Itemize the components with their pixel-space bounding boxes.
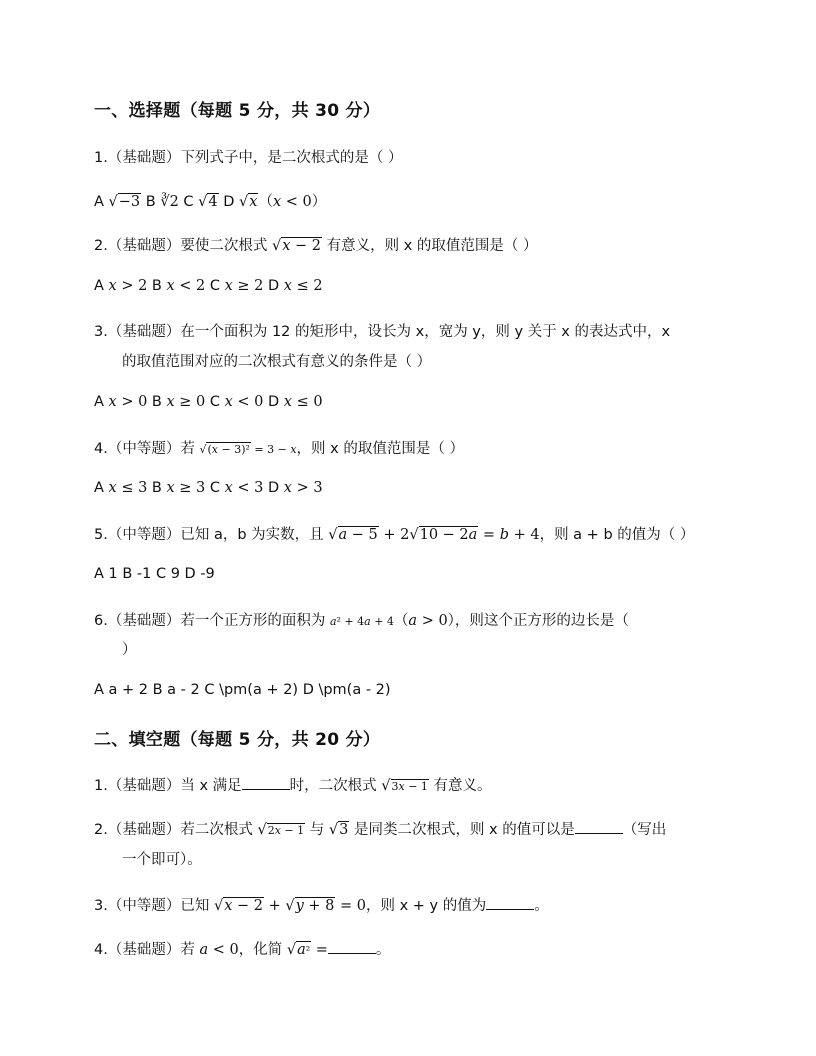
fill-question-1: 1.（基础题）当 x 满足 时，二次根式 √3x − 1 有意义。 [94,778,492,794]
question-4-text: 4.（中等题）若 √(x − 3)² = 3 − x，则 x 的取值范围是（ ） [94,441,464,457]
section-heading-choice: 一、选择题（每题 5 分，共 30 分） [94,101,381,121]
fill-question-2-line2: 一个即可）。 [122,852,202,868]
question-6-text-line1: 6.（基础题）若一个正方形的面积为 a² + 4a + 4（a > 0），则这个正方形的边长是（ [94,613,629,629]
fill-question-3: 3.（中等题）已知 √x − 2 + √y + 8 = 0，则 x + y 的值为 。 [94,898,549,914]
question-5-options: A 1 B -1 C 9 D -9 [94,566,215,582]
question-6-options: A a + 2 B a - 2 C \pm(a + 2) D \pm(a - 2) [94,682,391,698]
question-6-text-line2: ） [122,642,137,658]
section-heading-fill: 二、填空题（每题 5 分，共 20 分） [94,730,381,750]
fill-question-2-line1: 2.（基础题）若二次根式 √2x − 1 与 √3 是同类二次根式，则 x 的值可以是 （写出 [94,822,667,838]
question-3-text-line2: 的取值范围对应的二次根式有意义的条件是（ ） [122,354,432,370]
question-2-options: A x > 2 B x < 2 C x ≥ 2 D x ≤ 2 [94,278,323,294]
question-4-options: A x ≤ 3 B x ≥ 3 C x < 3 D x > 3 [94,480,323,496]
question-5-text: 5.（中等题）已知 a，b 为实数，且 √a − 5 + 2√10 − 2a = b + 4，则 a + b 的值为（ ） [94,527,695,543]
question-3-options: A x > 0 B x ≥ 0 C x < 0 D x ≤ 0 [94,394,323,410]
question-1-text: 1.（基础题）下列式子中，是二次根式的是（ ） [94,150,403,166]
question-2-text: 2.（基础题）要使二次根式 √x − 2 有意义，则 x 的取值范围是（ ） [94,238,538,254]
question-1-options: A √−3 B ∛2 C √4 D √x（x < 0） [94,194,327,210]
question-3-text-line1: 3.（基础题）在一个面积为 12 的矩形中，设长为 x，宽为 y，则 y 关于 x 的表达式中，x [94,324,671,340]
fill-question-4: 4.（基础题）若 a < 0，化简 √a² = 。 [94,942,391,958]
